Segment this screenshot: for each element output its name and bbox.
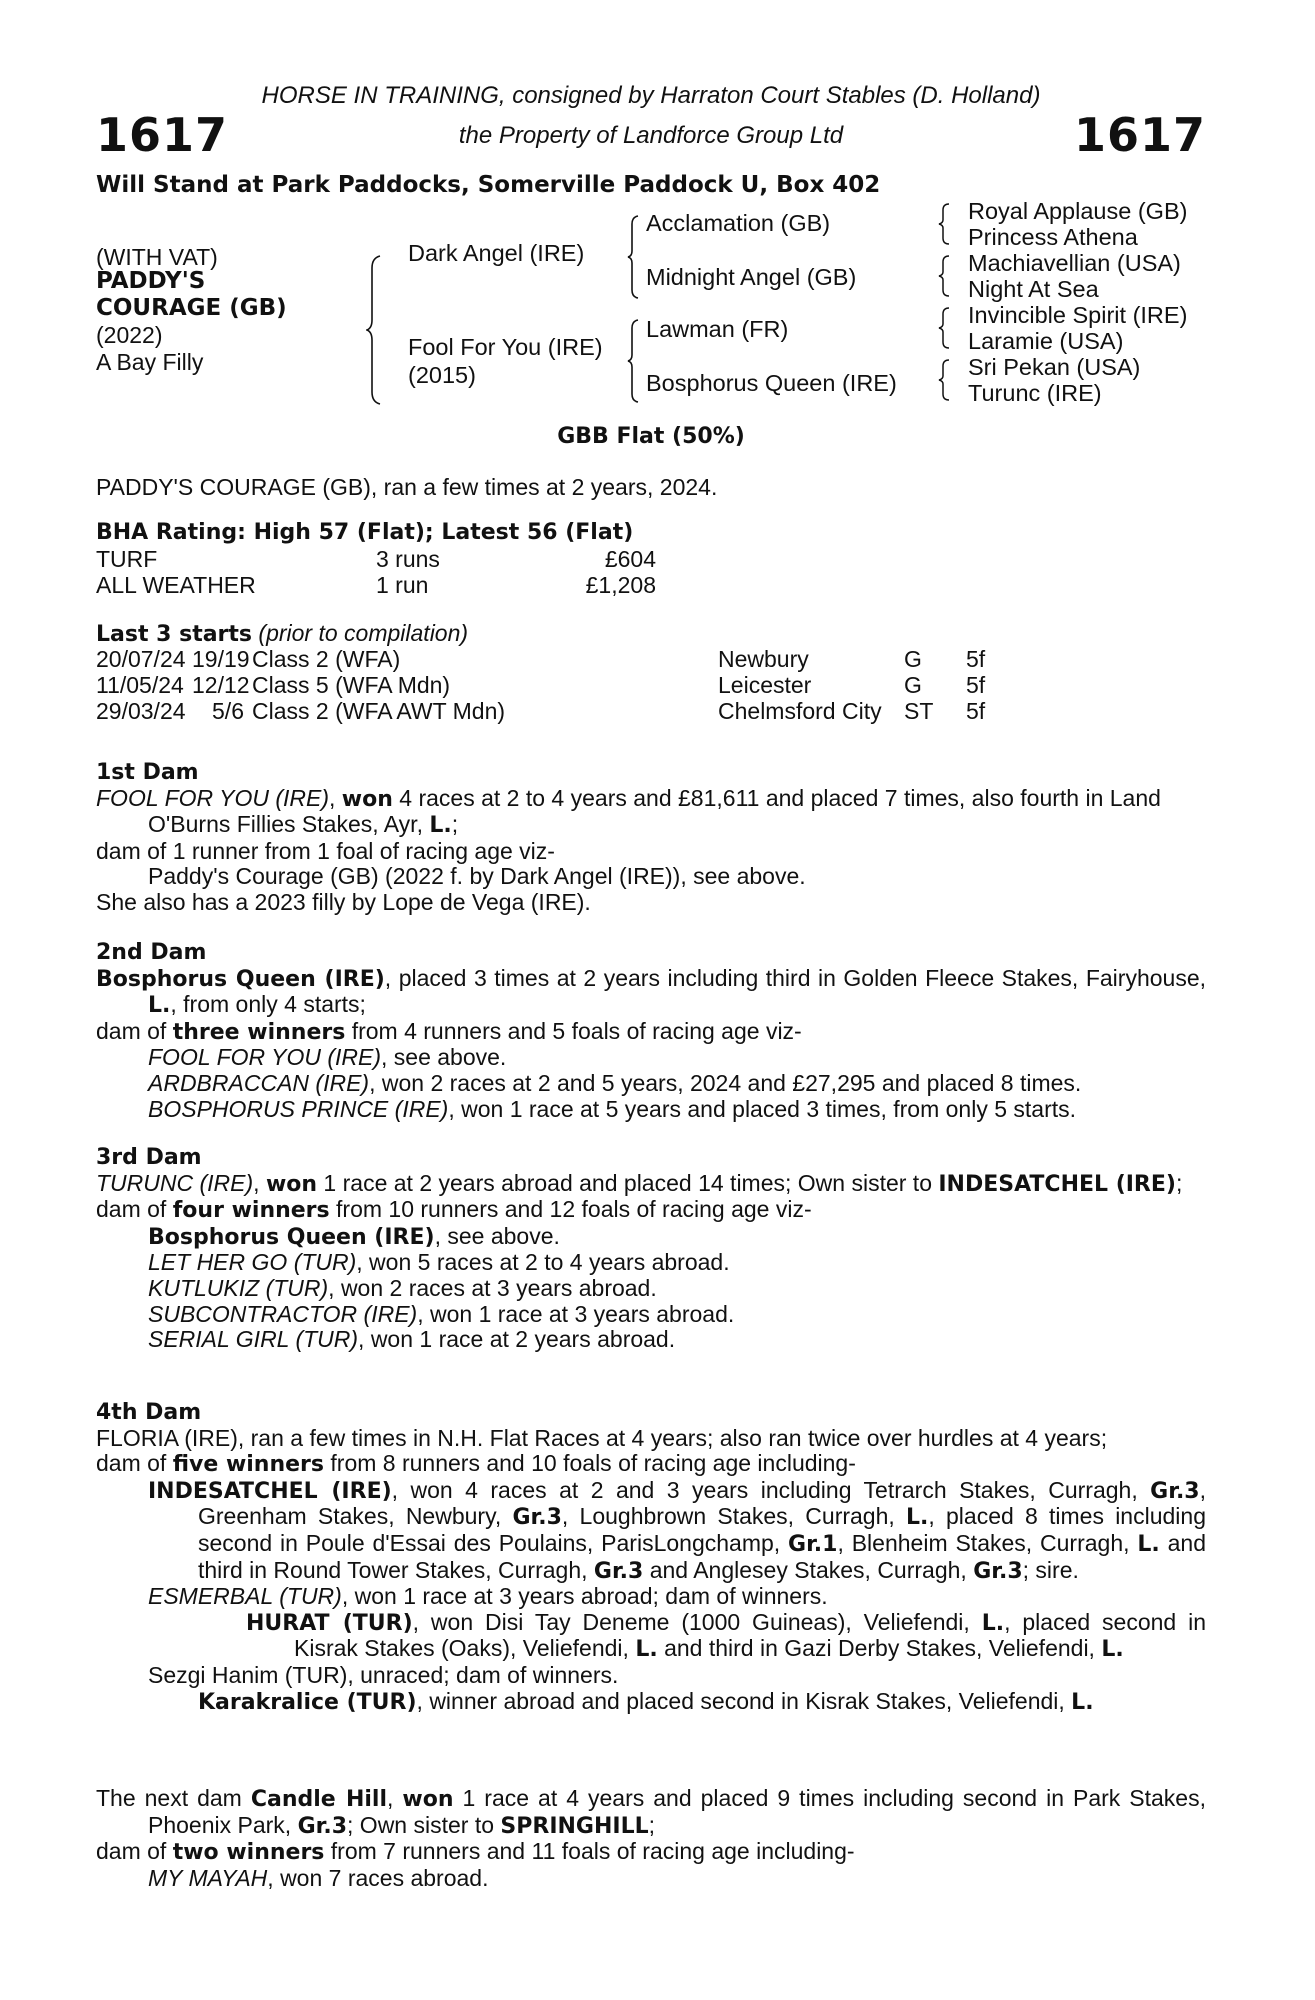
starts-title: Last 3 starts — [96, 622, 253, 647]
offspring-name: ESMERBAL (TUR) — [148, 1583, 342, 1610]
listed-label: L. — [1101, 1637, 1124, 1663]
offspring-text: , won 7 races abroad. — [267, 1864, 489, 1891]
produce-line: dam of 1 runner from 1 foal of racing age viz- — [96, 837, 555, 864]
dam-sire-sire: Invincible Spirit (IRE) — [968, 302, 1188, 328]
group-label: Gr.3 — [593, 1558, 644, 1584]
group-label: Gr.1 — [788, 1531, 838, 1557]
next-dam-section — [96, 1786, 1206, 1891]
offspring-text: , won 1 race at 5 years and placed 3 times, from only 5 starts. — [448, 1095, 1077, 1122]
offspring-text: and Anglesey Stakes, Curragh, — [643, 1556, 974, 1583]
offspring-name: SUBCONTRACTOR (IRE) — [148, 1300, 418, 1327]
grand-offspring-line — [96, 1610, 1206, 1663]
sire-dam-sire: Machiavellian (USA) — [968, 250, 1181, 276]
sep: , — [329, 784, 342, 811]
produce-line — [96, 1019, 1206, 1046]
offspring-text: , Blenheim Stakes, Curragh, — [837, 1529, 1138, 1556]
third-dam-record: TURUNC (IRE), won 1 race at 2 years abroad and placed 14 times; Own sister to INDESATCHEL (IRE); — [96, 1169, 1183, 1197]
produce-text: dam of — [96, 1838, 173, 1865]
offspring-line — [96, 1097, 1206, 1123]
first-dam-section — [96, 760, 1206, 916]
start-going: G — [904, 646, 922, 672]
offspring-line — [96, 1276, 1206, 1302]
produce-text: dam of — [96, 1450, 173, 1477]
pedigree-brace-g1 — [938, 202, 950, 246]
pedigree-brace-g3 — [938, 306, 950, 350]
offspring-text: , won 1 race at 3 years abroad; dam of winners. — [341, 1583, 828, 1610]
group-label: Gr.3 — [512, 1505, 562, 1531]
surface: TURF — [96, 546, 158, 572]
offspring-line — [96, 1250, 1206, 1276]
sep: , — [387, 1785, 403, 1811]
lot-number-right: 1617 — [1073, 108, 1206, 162]
record-text: 1 race at 2 years abroad and placed 14 times; Own sister to — [317, 1169, 939, 1196]
produce-text-end: from 7 runners and 11 foals of racing age including- — [324, 1838, 855, 1865]
record-text-end: ; — [1175, 1169, 1183, 1196]
record-text-end: ; — [648, 1811, 655, 1838]
offspring-name: INDESATCHEL (IRE) — [148, 1478, 392, 1504]
first-dam-record — [96, 786, 1206, 839]
prize: £1,208 — [585, 572, 656, 598]
second-dam-record — [96, 966, 1206, 1019]
offspring-line — [96, 1327, 1206, 1353]
offspring-text: , won 4 races at 2 and 3 years including Tetrarch Stakes, Curragh, — [391, 1476, 1151, 1503]
pedigree-brace-dam — [626, 318, 640, 404]
location-line: Will Stand at Park Paddocks, Somerville Paddock U, Box 402 — [96, 172, 881, 198]
third-dam-section — [96, 1145, 1206, 1353]
record-text-end: ; — [451, 811, 459, 838]
winners-count: five winners — [172, 1452, 325, 1478]
sire-sire-dam: Princess Athena — [968, 224, 1138, 250]
pedigree-brace-main — [366, 254, 384, 406]
pedigree-brace-sire — [626, 214, 640, 300]
lot-number-left: 1617 — [96, 108, 229, 162]
runs: 3 runs — [376, 546, 440, 572]
fourth-dam-section — [96, 1400, 1206, 1715]
starts-heading — [96, 620, 468, 647]
winners-count: four winners — [172, 1198, 330, 1224]
listed-label: L. — [981, 1610, 1005, 1636]
grand-offspring-line — [96, 1689, 1206, 1716]
consignor-line: HORSE IN TRAINING, consigned by Harraton Court Stables (D. Holland) — [261, 82, 1041, 109]
gbb-label: GBB Flat (50%) — [557, 424, 745, 449]
offspring-line — [96, 1224, 1206, 1251]
listed-label: L. — [429, 813, 452, 839]
winners-count: three winners — [172, 1019, 346, 1045]
fourth-dam-title: 4th Dam — [96, 1400, 202, 1425]
third-dam-title: 3rd Dam — [96, 1145, 202, 1170]
offspring-name: LET HER GO (TUR) — [148, 1249, 357, 1276]
offspring-line — [96, 1045, 1206, 1071]
start-going: ST — [904, 698, 934, 724]
offspring-line — [96, 1071, 1206, 1097]
start-course: Leicester — [718, 672, 812, 698]
group-label: Gr.3 — [973, 1558, 1023, 1584]
first-dam-title: 1st Dam — [96, 760, 199, 785]
dam-sire-dam: Laramie (USA) — [968, 328, 1124, 354]
listed-label: L. — [1137, 1531, 1160, 1557]
group-label: Gr.3 — [297, 1813, 348, 1839]
horse-description: A Bay Filly — [96, 349, 204, 375]
offspring-name: FOOL FOR YOU (IRE) — [148, 1044, 382, 1071]
offspring-text: , see above. — [381, 1044, 507, 1071]
dam-dam-dam: Turunc (IRE) — [968, 380, 1102, 406]
produce-text-end: from 4 runners and 5 foals of racing age viz- — [345, 1017, 802, 1044]
offspring-name: MY MAYAH — [148, 1864, 268, 1891]
second-dam-section — [96, 940, 1206, 1122]
produce-text: dam of — [96, 1017, 173, 1044]
offspring-text: , Greenham Stakes, Newbury, — [198, 1476, 1206, 1530]
offspring-text: , won 2 races at 3 years abroad. — [328, 1274, 657, 1301]
listed-label: L. — [906, 1505, 929, 1531]
offspring-text: ; sire. — [1022, 1556, 1079, 1583]
fourth-dam-record: FLORIA (IRE), ran a few times in N.H. Flat Races at 4 years; also ran twice over hurdles at 4 years; — [96, 1424, 1108, 1451]
offspring-text: , placed second in Kisrak Stakes (Oaks), Veliefendi, — [294, 1608, 1207, 1662]
horse-name-line1: PADDY'S — [96, 268, 206, 294]
record-text: ; Own sister to — [347, 1811, 501, 1838]
rating-title: BHA Rating: High 57 (Flat); Latest 56 (Flat) — [96, 520, 634, 545]
start-race: Class 5 (WFA Mdn) — [252, 672, 451, 698]
listed-label: L. — [148, 993, 171, 1019]
record-text: 4 races at 2 to 4 years and £81,611 and placed 7 times, also fourth in Land O'Burns Fillies Stakes, Ayr, — [148, 784, 1161, 838]
prize: £604 — [604, 546, 656, 572]
offspring-line — [96, 1302, 1206, 1328]
offspring-name: Karakralice (TUR) — [198, 1689, 417, 1715]
start-race: Class 2 (WFA) — [252, 646, 401, 672]
offspring-name: HURAT (TUR) — [246, 1610, 413, 1636]
offspring-text: , see above. — [434, 1222, 560, 1249]
winners-count: two winners — [172, 1840, 325, 1866]
record-text-end: , from only 4 starts; — [170, 991, 366, 1018]
start-date: 11/05/24 — [96, 672, 184, 698]
group-label: Gr.3 — [1150, 1478, 1200, 1504]
record-text: 1 race at 4 years and placed 9 times including second in Park Stakes, Phoenix Park, — [148, 1785, 1206, 1838]
won-label: won — [265, 1171, 318, 1197]
offspring-line: Paddy's Courage (GB) (2022 f. by Dark Angel (IRE)), see above. — [148, 863, 806, 890]
start-date: 29/03/24 — [96, 698, 186, 724]
start-course: Chelmsford City — [718, 698, 882, 724]
offspring-line — [96, 1866, 1206, 1892]
offspring-text: , won 5 races at 2 to 4 years abroad. — [356, 1249, 730, 1276]
start-distance: 5f — [966, 646, 986, 672]
vat-label: (WITH VAT) — [96, 244, 218, 270]
offspring-name: ARDBRACCAN (IRE) — [148, 1069, 370, 1096]
sister-name: INDESATCHEL (IRE) — [938, 1171, 1176, 1197]
offspring-name: SERIAL GIRL (TUR) — [148, 1326, 359, 1353]
offspring-text: , Loughbrown Stakes, Curragh, — [561, 1503, 906, 1530]
offspring-text: , won 1 race at 3 years abroad. — [417, 1300, 735, 1327]
dam-dam-sire: Sri Pekan (USA) — [968, 354, 1141, 380]
property-line: the Property of Landforce Group Ltd — [458, 122, 844, 149]
start-distance: 5f — [966, 672, 986, 698]
offspring-line — [96, 1584, 1206, 1610]
next-dam-record — [96, 1786, 1206, 1839]
dam-dam: Bosphorus Queen (IRE) — [646, 370, 897, 396]
dam-name: TURUNC (IRE) — [96, 1169, 254, 1196]
won-label: won — [402, 1787, 454, 1812]
dam-name: Fool For You (IRE) — [408, 334, 603, 360]
sister-name: SPRINGHILL — [500, 1813, 649, 1839]
produce-line — [96, 1197, 1206, 1224]
record-text: , placed 3 times at 2 years including third in Golden Fleece Stakes, Fairyhouse, — [384, 964, 1206, 991]
dam-year: (2015) — [408, 362, 476, 388]
lead-text: The next dam — [96, 1785, 251, 1811]
also-line: She also has a 2023 filly by Lope de Vega (IRE). — [96, 888, 591, 915]
start-course: Newbury — [718, 646, 809, 672]
runs: 1 run — [376, 572, 429, 598]
start-position: 19/19 — [192, 646, 250, 672]
sire-name: Dark Angel (IRE) — [408, 240, 585, 266]
offspring-line: Sezgi Hanim (TUR), unraced; dam of winners. — [148, 1661, 619, 1688]
race-summary: PADDY'S COURAGE (GB), ran a few times at 2 years, 2024. — [96, 474, 718, 500]
offspring-name: BOSPHORUS PRINCE (IRE) — [148, 1095, 449, 1122]
horse-name-line2: COURAGE (GB) — [96, 295, 287, 321]
dam-name: Candle Hill — [250, 1787, 388, 1812]
produce-line — [96, 1839, 1206, 1866]
offspring-text: , winner abroad and placed second in Kisrak Stakes, Veliefendi, — [416, 1687, 1072, 1714]
sire-dam-dam: Night At Sea — [968, 276, 1099, 302]
start-going: G — [904, 672, 922, 698]
sire-dam: Midnight Angel (GB) — [646, 264, 857, 290]
sire-sire: Acclamation (GB) — [646, 210, 831, 236]
won-label: won — [341, 786, 393, 812]
start-race: Class 2 (WFA AWT Mdn) — [252, 698, 506, 724]
offspring-text: , placed 8 times including second in Poule d'Essai des Poulains, ParisLongchamp, — [198, 1503, 1206, 1556]
pedigree-brace-g4 — [938, 358, 950, 402]
sire-sire-sire: Royal Applause (GB) — [968, 198, 1188, 224]
offspring-line — [96, 1478, 1206, 1584]
start-date: 20/07/24 — [96, 646, 186, 672]
listed-label: L. — [635, 1637, 658, 1663]
offspring-name: Bosphorus Queen (IRE) — [148, 1224, 435, 1250]
offspring-text: and third in Gazi Derby Stakes, Veliefendi, — [657, 1635, 1102, 1662]
starts-note: (prior to compilation) — [258, 620, 469, 646]
listed-label: L. — [1071, 1689, 1094, 1715]
produce-text-end: from 8 runners and 10 foals of racing age including- — [324, 1450, 856, 1477]
horse-year: (2022) — [96, 322, 163, 348]
dam-name: Bosphorus Queen (IRE) — [96, 966, 385, 992]
offspring-text: , won Disi Tay Deneme (1000 Guineas), Veliefendi, — [412, 1608, 982, 1635]
produce-line — [96, 1451, 1206, 1478]
surface: ALL WEATHER — [96, 572, 256, 598]
offspring-name: KUTLUKIZ (TUR) — [148, 1274, 329, 1301]
produce-text: dam of — [96, 1196, 173, 1223]
pedigree-brace-g2 — [938, 254, 950, 298]
offspring-text: , won 2 races at 2 and 5 years, 2024 and £27,295 and placed 8 times. — [369, 1069, 1082, 1096]
second-dam-title: 2nd Dam — [96, 940, 207, 965]
start-distance: 5f — [966, 698, 986, 724]
start-position: 5/6 — [212, 698, 244, 724]
dam-sire: Lawman (FR) — [646, 316, 789, 342]
offspring-text: and third in Round Tower Stakes, Curragh, — [198, 1529, 1206, 1583]
start-position: 12/12 — [192, 672, 250, 698]
produce-text-end: from 10 runners and 12 foals of racing age viz- — [329, 1196, 812, 1223]
dam-name: FOOL FOR YOU (IRE) — [96, 784, 330, 811]
offspring-text: , won 1 race at 2 years abroad. — [358, 1326, 676, 1353]
